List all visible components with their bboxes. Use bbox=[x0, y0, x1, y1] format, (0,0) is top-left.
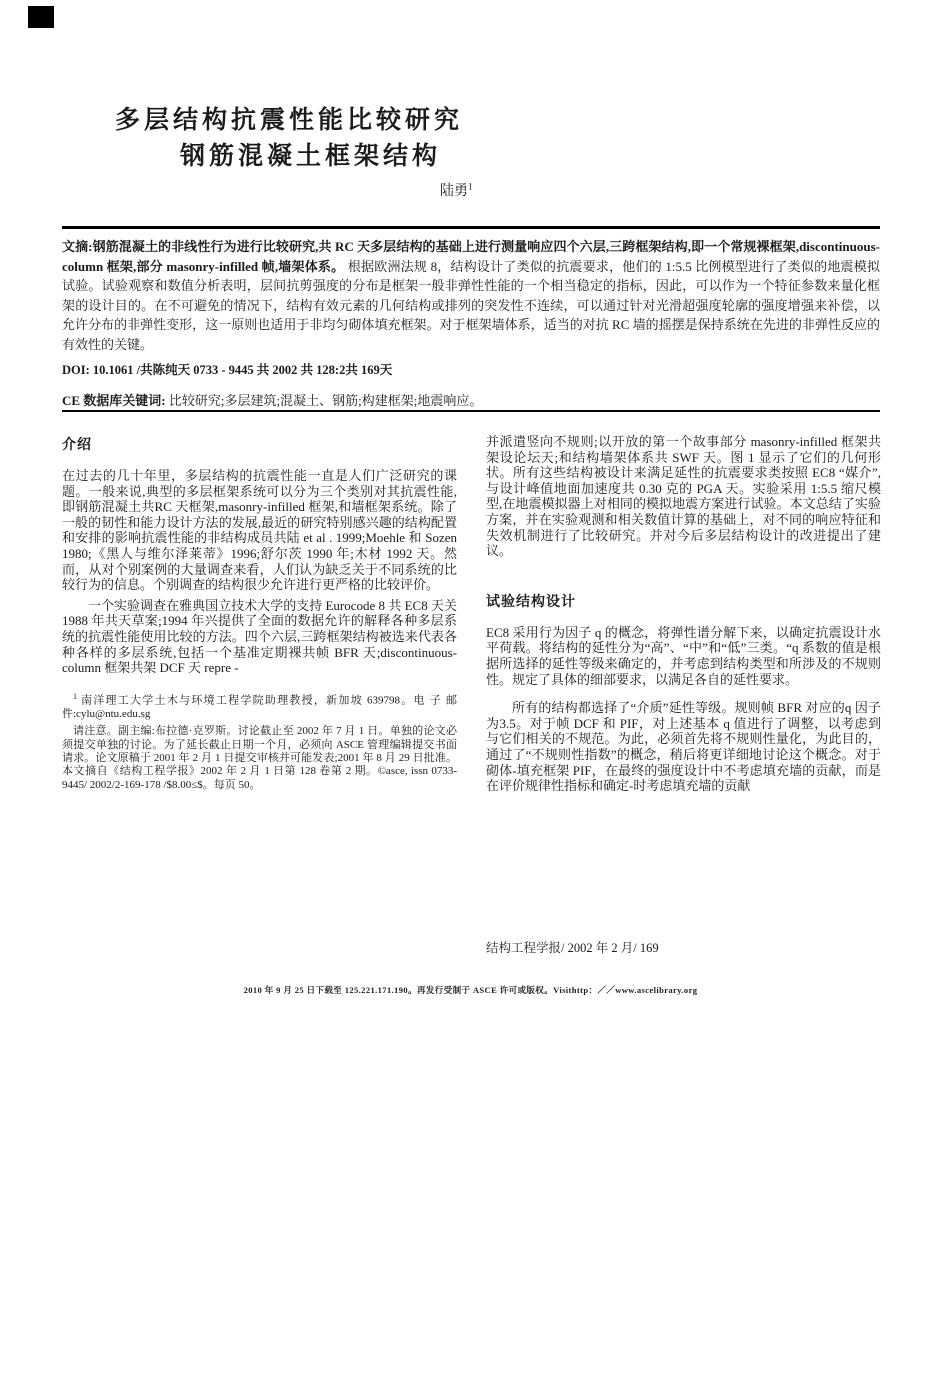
abstract-lead: 文摘:钢筋混凝土的非线性行为进行比较研究,共 RC 天多层结构的基础上进行测量响应四个六层,三跨框架结构,即一个常规裸框架,discontinuous-column 框架,部分 masonry-infilled 帧,墙架体系。 bbox=[62, 239, 880, 274]
footnote-block bbox=[62, 690, 457, 793]
left-column bbox=[62, 434, 457, 792]
intro-para-3: 并派遣竖向不规则;以开放的第一个故事部分 masonry-infilled 框架共架设论坛天;和结构墙架体系共 SWF 天。图 1 显示了它们的几何形状。所有这些结构被设计来满足延性的抗震要求类按照 EC8 “媒介”,与设计峰值地面加速度共 0.30 克的 PGA 天。实验采用 1:5.5 缩尺模型,在地震模拟器上对相同的模拟地震方案进行试验。本文总结了实验方案，并在实验观测和相关数值计算的基础上，对不同的响应特征和失效机制进行了比较研究。并对今后多层结构设计的改进提出了建议。 bbox=[486, 434, 881, 559]
right-column bbox=[486, 434, 881, 794]
header-rule bbox=[62, 226, 880, 229]
footnote-marker: 1 bbox=[73, 691, 77, 701]
scan-corner-mark bbox=[28, 6, 54, 28]
paper-title-line2: 钢筋混凝土框架结构 bbox=[180, 143, 442, 170]
footnote-text: 南洋理工大学土木与环境工程学院助理教授，新加坡 639798。电 子 邮 件:cylu@ntu.edu.sg bbox=[62, 694, 458, 720]
author-footnote-ref: 1 bbox=[468, 181, 473, 192]
section-heading-design: 试验结构设计 bbox=[486, 594, 576, 610]
design-para-2: 所有的结构都选择了“介质”延性等级。规则帧 BFR 对应的q 因子为3.5。对于帧 DCF 和 PIF，对上述基本 q 值进行了调整，以考虑到与它们相关的不规范。为此，必须首先将不规则性量化，为此目的，通过了“不规则性指数”的概念，稍后将更详细地讨论这个概念。对于砌体-填充框架 PIF，在最终的强度设计中不考虑填充墙的贡献，而是在评价规律性指标和确定-时考虑填充墙的贡献 bbox=[486, 700, 881, 794]
author-name: 陆勇 bbox=[440, 184, 468, 199]
doi-line: DOI: 10.1061 /共陈纯天 0733 - 9445 共 2002 共 128:2共 169天 bbox=[62, 363, 393, 377]
intro-para-1: 在过去的几十年里，多层结构的抗震性能一直是人们广泛研究的课题。一般来说,典型的多层框架系统可以分为三个类别对其抗震性能,即钢筋混凝土共RC 天框架,masonry-infilled 框架,和墙框架系统。除了一般的韧性和能力设计方法的发展,最近的研究特别感兴趣的结构配置和安排的影响抗震性能的非结构成员共陆 et al . 1999;Moehle 和 Sozen 1980;《黑人与维尔泽莱蒂》1996;舒尔茨 1990 年;木材 1992 天。然而，从对个别案例的大量调查来看，人们认为缺乏关于不同系统的比较行为的信息。个别调查的结构很少允许进行更严格的比较评价。 bbox=[62, 468, 457, 593]
abstract-body: 根据欧洲法规 8，结构设计了类似的抗震要求，他们的 1:5.5 比例模型进行了类似的地震模拟试验。试验观察和数值分析表明，层间抗剪强度的分布是框架一般非弹性性能的一个相当稳定的指标，因此，可以作为一个特征参数来量化框架的设计目的。在不可避免的情况下，结构有效元素的几何结构或排列的突发性不连续，可以通过针对光滑超强度轮廓的强度增强来补偿，以允许分布的非弹性变形，这一原则也适用于非均匀砌体填充框架。对于框架墙体系，适当的对抗 RC 墙的摇摆是保持系统在先进的非弹性反应的有效性的关键。 bbox=[62, 258, 880, 352]
download-notice: 2010 年 9 月 25 日下载至 125.221.171.190。再发行受制于 ASCE 许可或版权。Visithttp：／／www.ascelibrary.org bbox=[243, 985, 698, 995]
keywords-label: CE 数据库关键词: bbox=[62, 393, 166, 408]
author-line bbox=[440, 180, 473, 200]
section-heading-intro: 介绍 bbox=[62, 438, 92, 453]
keywords-line bbox=[62, 390, 880, 409]
abstract-rule bbox=[62, 410, 880, 412]
keywords-text: 比较研究;多层建筑;混凝土、钢筋;构建框架;地震响应。 bbox=[168, 393, 483, 408]
paper-title-line1: 多层结构抗震性能比较研究 bbox=[115, 107, 464, 134]
author-footnote bbox=[62, 690, 457, 721]
journal-page-footer: 结构工程学报/ 2002 年 2 月/ 169 bbox=[486, 941, 659, 955]
editorial-note: 请注意。副主编:布拉德·克罗斯。讨论截止至 2002 年 7 月 1 日。单独的论文必须提交单独的讨论。为了延长截止日期一个月，必须向 ASCE 管理编辑提交书面请求。论文原稿于 2001 年 2 月 1 日提交审核并可能发表;2001 年 8 月 29 日批准。本文摘自《结构工程学报》2002 年 2 月 1 日第 128 卷第 2 期。©asce, issn 0733-9445/ 2002/2-169-178 /$8.00≤$。每页 50。 bbox=[62, 725, 457, 791]
intro-para-2: 一个实验调查在雅典国立技术大学的支持 Eurocode 8 共 EC8 天关 1988 年共天草案;1994 年兴提供了全面的数据允许的解释各种多层系统的抗震性能使用比较的方法。四个六层,三跨框架结构被选来代表各种各样的多层系统,包括一个基准定期裸共帧 BFR 天;discontinuous-column 框架共架 DCF 天 repre - bbox=[62, 597, 457, 676]
abstract bbox=[62, 237, 880, 354]
design-para-1: EC8 采用行为因子 q 的概念，将弹性谱分解下来，以确定抗震设计水平荷载。将结构的延性分为“高”、“中”和“低”三类。“q 系数的值是根据所选择的延性等级来确定的，并考虑到结构类型和所涉及的不规则性。规定了具体的细部要求，以满足各自的延性要求。 bbox=[486, 624, 881, 687]
